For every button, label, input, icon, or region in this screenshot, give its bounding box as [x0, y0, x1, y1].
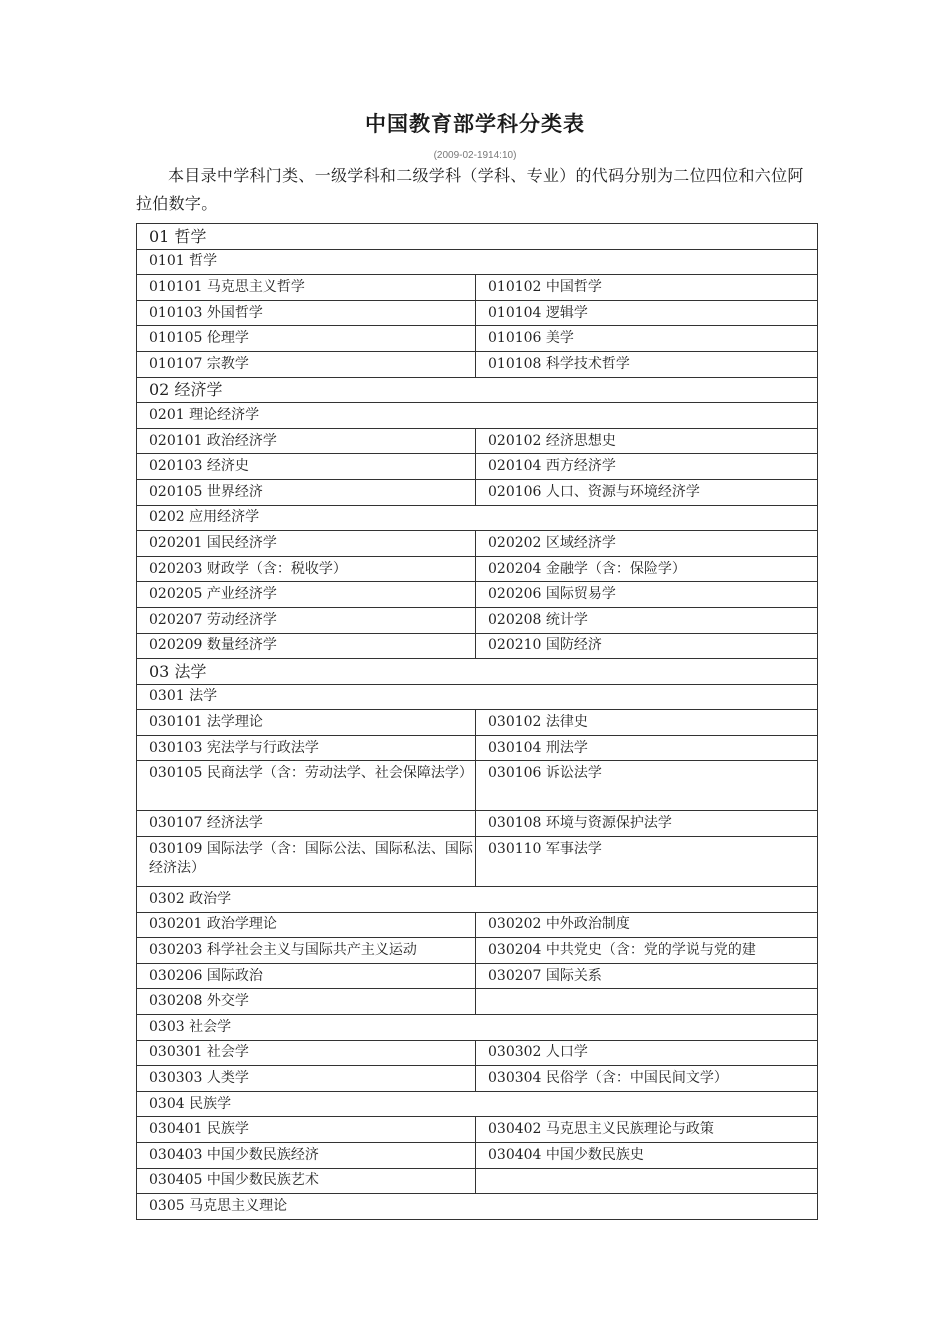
second-level-row — [137, 326, 818, 352]
second-level-row — [137, 479, 818, 505]
category-cell: 02 经济学 — [137, 377, 818, 403]
second-level-cell-right: 020102 经济思想史 — [476, 428, 818, 454]
first-level-row — [137, 1091, 818, 1117]
second-level-cell-right: 030207 国际关系 — [476, 963, 818, 989]
second-level-cell-left: 030201 政治学理论 — [137, 912, 476, 938]
first-level-row — [137, 505, 818, 531]
second-level-cell-right: 010104 逻辑学 — [476, 300, 818, 326]
second-level-row — [137, 556, 818, 582]
second-level-cell-left: 030105 民商法学（含：劳动法学、社会保障法学） — [137, 761, 476, 811]
second-level-cell-left: 030301 社会学 — [137, 1040, 476, 1066]
second-level-row — [137, 1066, 818, 1092]
second-level-row — [137, 582, 818, 608]
second-level-row — [137, 811, 818, 837]
second-level-cell-right: 010102 中国哲学 — [476, 275, 818, 301]
second-level-row — [137, 761, 818, 811]
second-level-row — [137, 275, 818, 301]
second-level-cell-left: 020101 政治经济学 — [137, 428, 476, 454]
category-row — [137, 224, 818, 250]
second-level-cell-right: 030302 人口学 — [476, 1040, 818, 1066]
second-level-cell-right: 020104 西方经济学 — [476, 454, 818, 480]
second-level-row — [137, 912, 818, 938]
second-level-row — [137, 454, 818, 480]
second-level-row — [137, 351, 818, 377]
first-level-cell: 0305 马克思主义理论 — [137, 1194, 818, 1220]
page-title: 中国教育部学科分类表 — [365, 112, 585, 136]
second-level-cell-left: 010101 马克思主义哲学 — [137, 275, 476, 301]
second-level-row — [137, 300, 818, 326]
second-level-cell-left: 010105 伦理学 — [137, 326, 476, 352]
second-level-cell-right — [476, 1168, 818, 1194]
second-level-cell-right: 030204 中共党史（含：党的学说与党的建 — [476, 938, 818, 964]
second-level-cell-left: 030107 经济法学 — [137, 811, 476, 837]
first-level-row — [137, 1015, 818, 1041]
second-level-row — [137, 837, 818, 887]
second-level-cell-left: 020209 数量经济学 — [137, 633, 476, 659]
second-level-cell-left: 020105 世界经济 — [137, 479, 476, 505]
category-row — [137, 659, 818, 685]
second-level-row — [137, 428, 818, 454]
discipline-table — [136, 223, 818, 1220]
second-level-cell-right: 030402 马克思主义民族理论与政策 — [476, 1117, 818, 1143]
second-level-row — [137, 607, 818, 633]
second-level-cell-right: 020206 国际贸易学 — [476, 582, 818, 608]
category-cell: 03 法学 — [137, 659, 818, 685]
first-level-row — [137, 249, 818, 275]
second-level-cell-left: 010107 宗教学 — [137, 351, 476, 377]
second-level-cell-right: 030102 法律史 — [476, 710, 818, 736]
second-level-cell-right: 020202 区域经济学 — [476, 531, 818, 557]
first-level-cell: 0201 理论经济学 — [137, 403, 818, 429]
second-level-cell-right: 030404 中国少数民族史 — [476, 1143, 818, 1169]
first-level-row — [137, 684, 818, 710]
second-level-cell-left: 010103 外国哲学 — [137, 300, 476, 326]
first-level-cell: 0304 民族学 — [137, 1091, 818, 1117]
second-level-cell-right: 030304 民俗学（含：中国民间文学） — [476, 1066, 818, 1092]
second-level-cell-right: 010106 美学 — [476, 326, 818, 352]
category-row — [137, 377, 818, 403]
second-level-row — [137, 989, 818, 1015]
second-level-cell-left: 030403 中国少数民族经济 — [137, 1143, 476, 1169]
second-level-row — [137, 633, 818, 659]
second-level-row — [137, 1040, 818, 1066]
first-level-row — [137, 887, 818, 913]
first-level-cell: 0303 社会学 — [137, 1015, 818, 1041]
second-level-cell-left: 030203 科学社会主义与国际共产主义运动 — [137, 938, 476, 964]
first-level-cell: 0302 政治学 — [137, 887, 818, 913]
second-level-cell-left: 020205 产业经济学 — [137, 582, 476, 608]
intro-paragraph: 本目录中学科门类、一级学科和二级学科（学科、专业）的代码分别为二位四位和六位阿拉伯数字。 — [136, 166, 804, 213]
second-level-cell-right: 030108 环境与资源保护法学 — [476, 811, 818, 837]
second-level-cell-left: 030208 外交学 — [137, 989, 476, 1015]
second-level-cell-left: 030206 国际政治 — [137, 963, 476, 989]
first-level-cell: 0101 哲学 — [137, 249, 818, 275]
category-cell: 01 哲学 — [137, 224, 818, 250]
second-level-cell-right: 030104 刑法学 — [476, 735, 818, 761]
first-level-row — [137, 1194, 818, 1220]
second-level-row — [137, 710, 818, 736]
second-level-cell-left: 030103 宪法学与行政法学 — [137, 735, 476, 761]
second-level-cell-right: 030110 军事法学 — [476, 837, 818, 887]
second-level-row — [137, 1143, 818, 1169]
second-level-row — [137, 938, 818, 964]
second-level-cell-left: 030101 法学理论 — [137, 710, 476, 736]
first-level-cell: 0301 法学 — [137, 684, 818, 710]
second-level-cell-left: 030405 中国少数民族艺术 — [137, 1168, 476, 1194]
second-level-row — [137, 1168, 818, 1194]
publish-date: (2009-02-1914:10) — [433, 150, 517, 161]
second-level-cell-right: 020210 国防经济 — [476, 633, 818, 659]
second-level-cell-right: 020208 统计学 — [476, 607, 818, 633]
second-level-cell-right: 010108 科学技术哲学 — [476, 351, 818, 377]
second-level-cell-left: 030401 民族学 — [137, 1117, 476, 1143]
second-level-row — [137, 963, 818, 989]
first-level-row — [137, 403, 818, 429]
second-level-row — [137, 531, 818, 557]
second-level-row — [137, 1117, 818, 1143]
second-level-cell-left: 020103 经济史 — [137, 454, 476, 480]
second-level-cell-right: 030202 中外政治制度 — [476, 912, 818, 938]
second-level-cell-left: 030109 国际法学（含：国际公法、国际私法、国际经济法） — [137, 837, 476, 887]
second-level-row — [137, 735, 818, 761]
second-level-cell-right — [476, 989, 818, 1015]
second-level-cell-left: 030303 人类学 — [137, 1066, 476, 1092]
second-level-cell-left: 020203 财政学（含：税收学） — [137, 556, 476, 582]
second-level-cell-left: 020207 劳动经济学 — [137, 607, 476, 633]
discipline-table-body — [137, 224, 818, 1220]
second-level-cell-right: 020204 金融学（含：保险学） — [476, 556, 818, 582]
second-level-cell-left: 020201 国民经济学 — [137, 531, 476, 557]
second-level-cell-right: 020106 人口、资源与环境经济学 — [476, 479, 818, 505]
second-level-cell-right: 030106 诉讼法学 — [476, 761, 818, 811]
first-level-cell: 0202 应用经济学 — [137, 505, 818, 531]
